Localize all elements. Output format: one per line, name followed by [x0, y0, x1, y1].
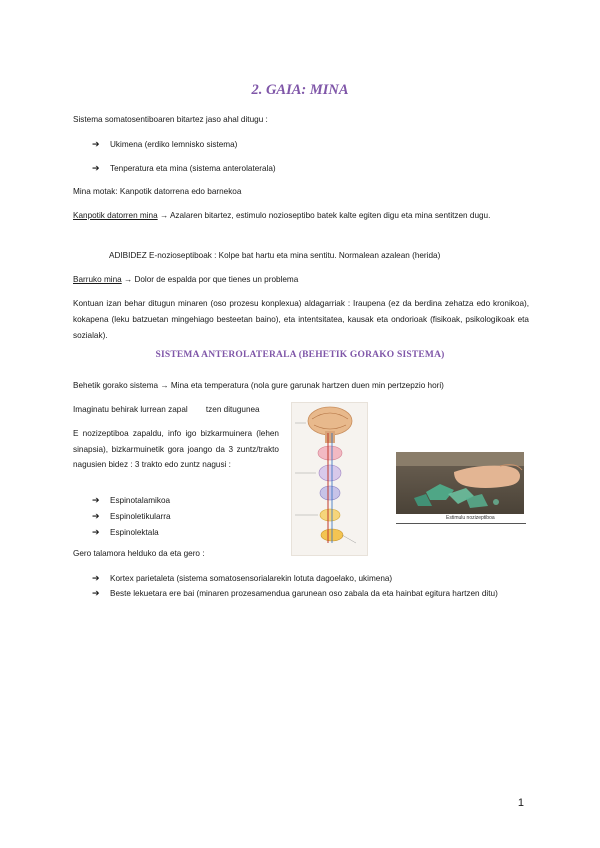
internal-pain-paragraph: [73, 272, 298, 288]
nociceptive-paragraph: E nozizeptiboa zapaldu, info igo bizkarmuinera (lehen sinapsia), bizkarmuinetik gora joango da 3 zuntz/trakto nagusien bidez : 3 trakto edo zuntz nagusi :: [73, 429, 279, 469]
external-pain-paragraph: [73, 208, 529, 224]
list-item: ➔ Beste lekuetara ere bai (minaren prozesamendua garunean oso zabala da eta hainbat egitura hartzen ditu): [92, 588, 498, 598]
arrow-bullet-icon: ➔: [92, 139, 100, 149]
external-pain-label: Kanpotik datorren mina: [73, 211, 158, 220]
bottom-up-paragraph: Behetik gorako sistema → Mina eta temperatura (nola gure garunak hartzen duen min pertzepzio hori): [73, 381, 444, 390]
pathway-illustration: [292, 403, 367, 555]
caption-divider: [396, 523, 526, 524]
list-item: ➔ Kortex parietaleta (sistema somatosensorialarekin lotuta dagoelako, ukimena): [92, 573, 393, 583]
internal-pain-text: → Dolor de espalda por que tienes un problema: [123, 275, 299, 284]
variables-paragraph: Kontuan izan behar ditugun minaren (oso prozesu konplexua) aldagarriak : Iraupena (ez da berdina zehatza edo kronikoa), kokapena (leku batzuetan mingehiago besteetan baino), eta intentsitatea, kausak eta ondorioak (fisikoak, psikologikoak eta sozialak).: [73, 299, 529, 340]
internal-pain-label: Barruko mina: [73, 275, 122, 284]
page-title: 2. GAIA: MINA: [251, 82, 349, 98]
thalamus-line: Gero talamora helduko da eta gero :: [73, 549, 205, 558]
page-number: 1: [517, 797, 524, 809]
arrow-bullet-icon: ➔: [92, 588, 100, 598]
list-item: ➔ Ukimena (erdiko lemnisko sistema): [92, 139, 238, 149]
list-item: ➔ Espinoletikularra: [92, 511, 171, 521]
arrow-bullet-icon: ➔: [92, 163, 100, 173]
figure-caption: Estimulu nozizeptiboa: [446, 515, 495, 521]
arrow-bullet-icon: ➔: [92, 573, 100, 583]
intro-paragraph: Sistema somatosentiboaren bitartez jaso ahal ditugu :: [73, 115, 268, 124]
imagine-line: Imaginatu behirak lurrean zapal tzen ditugunea: [73, 405, 260, 414]
spinal-pathway-figure: [291, 402, 368, 556]
arrow-bullet-icon: ➔: [92, 495, 100, 505]
example-line: ADIBIDEZ E-nozioseptiboak : Kolpe bat hartu eta mina sentitu. Normalean azalean (herida): [109, 251, 441, 260]
external-pain-text: Azalaren bitartez, estimulo nozioseptibo batek kalte egiten digu eta mina sentitzen dugu.: [169, 211, 491, 220]
foot-photo-illustration: [396, 452, 524, 514]
list-item: ➔ Espinotalamikoa: [92, 495, 171, 505]
list-item: ➔ Espinolektala: [92, 527, 159, 537]
foot-stimulus-photo: [396, 452, 524, 514]
arrow-icon: →: [159, 211, 169, 220]
pain-types: Mina motak: Kanpotik datorrena edo barnekoa: [73, 187, 242, 196]
arrow-bullet-icon: ➔: [92, 511, 100, 521]
list-item: ➔ Tenperatura eta mina (sistema anterolaterala): [92, 163, 276, 173]
arrow-bullet-icon: ➔: [92, 527, 100, 537]
section-heading: SISTEMA ANTEROLATERALA (BEHETIK GORAKO SISTEMA): [155, 350, 445, 360]
